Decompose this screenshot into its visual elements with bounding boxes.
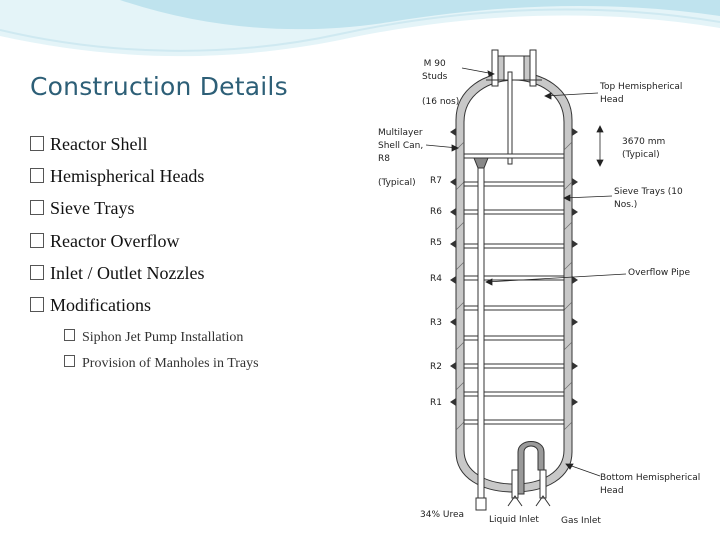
- bullet-modifications: Modifications: [30, 295, 151, 316]
- bullet-box-icon: [30, 265, 44, 280]
- overflow-pipe-label: Overflow Pipe: [628, 268, 691, 278]
- top-head-label: Top Hemispherical Head: [600, 82, 683, 105]
- sieve-trays-label: Sieve Trays (10 Nos.): [614, 187, 683, 210]
- ring-label-r5: R5: [430, 238, 442, 248]
- ring-label-r1: R1: [430, 398, 442, 408]
- bullet-box-icon: [30, 233, 44, 248]
- ring-label-r7: R7: [430, 176, 442, 186]
- sub-bullet-siphon: Siphon Jet Pump Installation: [64, 329, 243, 346]
- shell-label: Multilayer Shell Can, R8: [378, 128, 424, 164]
- sub-bullet-manholes: Provision of Manholes in Trays: [64, 355, 259, 372]
- bottom-head-label: Bottom Hemispherical Head: [600, 473, 701, 496]
- slide-title: Construction Details: [30, 72, 288, 101]
- shell-typical-label: (Typical): [378, 178, 416, 188]
- sub-bullet-box-icon: [64, 355, 75, 367]
- bullet-box-icon: [30, 168, 44, 183]
- studs-label: M 90 Studs: [422, 59, 448, 82]
- studs-count-label: (16 nos): [422, 97, 460, 107]
- bullet-box-icon: [30, 200, 44, 215]
- gas-inlet-nozzle: [540, 470, 546, 498]
- bullet-reactor-shell: Reactor Shell: [30, 134, 147, 155]
- ring-label-r3: R3: [430, 318, 442, 328]
- bullet-box-icon: [30, 136, 44, 151]
- ring-label-r4: R4: [430, 274, 442, 284]
- stud-right: [530, 50, 536, 86]
- urea-outlet-arrow: [476, 498, 486, 510]
- liquid-inlet-label: Liquid Inlet: [489, 515, 539, 525]
- gas-inlet-label: Gas Inlet: [561, 516, 601, 526]
- top-nozzle-bore: [504, 56, 524, 80]
- bullet-hemispherical-heads: Hemispherical Heads: [30, 166, 204, 187]
- liquid-inlet-nozzle: [512, 470, 518, 498]
- center-pipe: [508, 72, 512, 164]
- stud-left: [492, 50, 498, 86]
- overflow-pipe: [478, 168, 484, 498]
- dimension-label: 3670 mm (Typical): [622, 137, 666, 160]
- bullet-sieve-trays: Sieve Trays: [30, 198, 135, 219]
- bullet-reactor-overflow: Reactor Overflow: [30, 231, 179, 252]
- bullet-box-icon: [30, 297, 44, 312]
- urea-label: 34% Urea: [420, 510, 465, 520]
- bullet-nozzles: Inlet / Outlet Nozzles: [30, 263, 204, 284]
- ring-label-r2: R2: [430, 362, 442, 372]
- sub-bullet-box-icon: [64, 329, 75, 341]
- ring-label-r6: R6: [430, 207, 442, 217]
